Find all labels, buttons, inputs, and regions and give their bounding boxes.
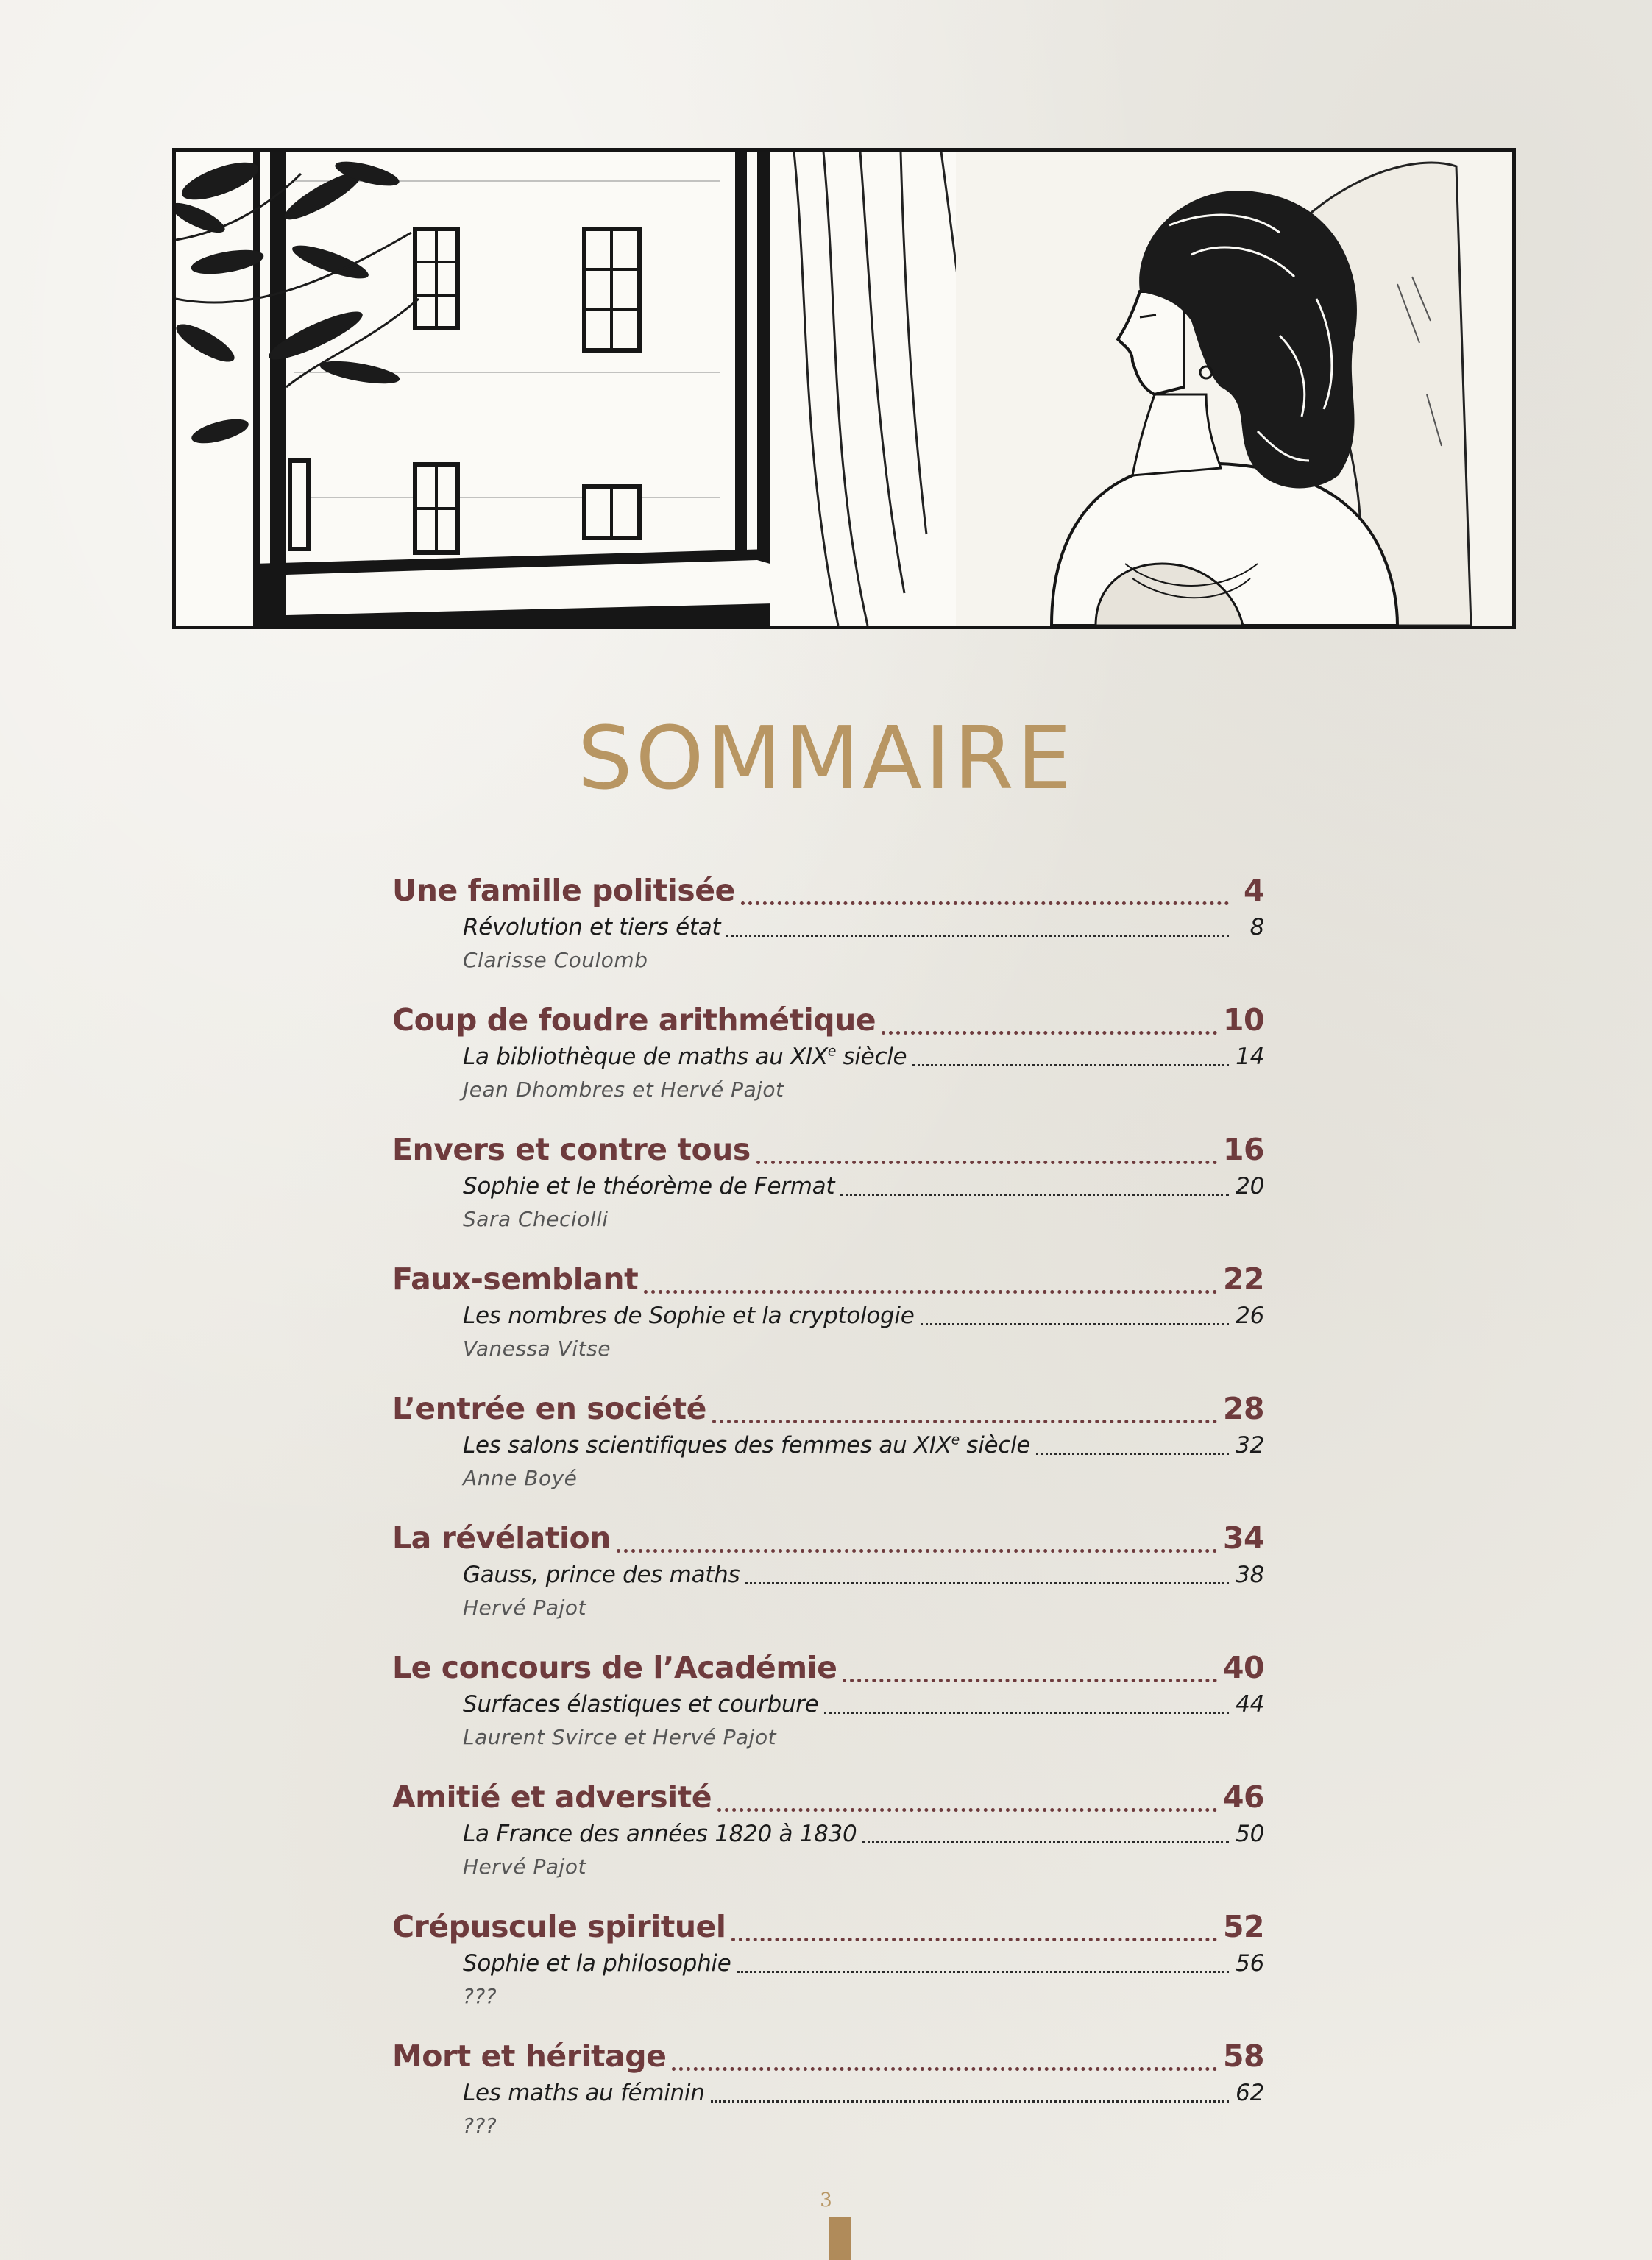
dot-leader xyxy=(862,1821,1229,1850)
article-title: Révolution et tiers état xyxy=(463,914,721,941)
chapter-title: Mort et héritage xyxy=(392,2038,667,2074)
article-row[interactable] xyxy=(463,1432,1264,1462)
article-title: Sophie et le théorème de Fermat xyxy=(463,1173,835,1200)
dot-leader xyxy=(843,1650,1217,1691)
article-author: Sara Checiolli xyxy=(463,1207,609,1231)
article-row[interactable] xyxy=(463,1303,1264,1332)
toc-entry xyxy=(392,1650,1264,1779)
table-of-contents xyxy=(392,873,1264,2168)
article-author: Hervé Pajot xyxy=(463,1855,586,1879)
dot-leader xyxy=(1036,1432,1229,1462)
article-page-number: 20 xyxy=(1236,1173,1264,1200)
chapter-title: Coup de foudre arithmétique xyxy=(392,1002,876,1038)
article-author: Hervé Pajot xyxy=(463,1595,586,1620)
chapter-row[interactable] xyxy=(392,1779,1264,1821)
toc-entry xyxy=(392,1132,1264,1261)
dot-leader xyxy=(672,2038,1217,2080)
dot-leader xyxy=(717,1779,1217,1821)
article-title: Les nombres de Sophie et la cryptologie xyxy=(463,1303,915,1329)
article-page-number: 56 xyxy=(1236,1950,1264,1977)
article-page-number: 8 xyxy=(1249,914,1264,941)
page-number: 3 xyxy=(820,2189,832,2211)
chapter-page-number: 4 xyxy=(1243,873,1264,908)
article-title: Sophie et la philosophie xyxy=(463,1950,731,1977)
article-row[interactable] xyxy=(463,1821,1264,1850)
article-title: Les maths au féminin xyxy=(463,2080,705,2106)
toc-entry xyxy=(392,1520,1264,1650)
article-row[interactable] xyxy=(463,2080,1264,2109)
dot-leader xyxy=(644,1261,1217,1303)
chapter-title: Le concours de l’Académie xyxy=(392,1650,837,1685)
article-row[interactable] xyxy=(463,914,1264,943)
chapter-row[interactable] xyxy=(392,873,1264,914)
chapter-row[interactable] xyxy=(392,1520,1264,1562)
article-author: Clarisse Coulomb xyxy=(463,948,648,972)
toc-entry xyxy=(392,1909,1264,2038)
dot-leader xyxy=(737,1950,1230,1980)
chapter-page-number: 52 xyxy=(1222,1909,1264,1944)
article-title: Surfaces élastiques et courbure xyxy=(463,1691,819,1718)
article-row[interactable] xyxy=(463,1562,1264,1591)
article-author: Anne Boyé xyxy=(463,1466,578,1490)
chapter-page-number: 46 xyxy=(1222,1779,1264,1815)
chapter-page-number: 10 xyxy=(1222,1002,1264,1038)
toc-entry xyxy=(392,1261,1264,1391)
dot-leader xyxy=(824,1691,1229,1721)
chapter-title: Envers et contre tous xyxy=(392,1132,751,1167)
chapter-row[interactable] xyxy=(392,2038,1264,2080)
article-page-number: 14 xyxy=(1236,1044,1264,1070)
chapter-page-number: 40 xyxy=(1222,1650,1264,1685)
chapter-title: L’entrée en société xyxy=(392,1391,706,1426)
chapter-page-number: 34 xyxy=(1222,1520,1264,1556)
chapter-page-number: 22 xyxy=(1222,1261,1264,1297)
dot-leader xyxy=(756,1132,1217,1173)
article-page-number: 50 xyxy=(1236,1821,1264,1847)
article-author: Jean Dhombres et Hervé Pajot xyxy=(463,1077,784,1102)
article-row[interactable] xyxy=(463,1691,1264,1721)
dot-leader xyxy=(726,914,1229,943)
article-title: La bibliothèque de maths au XIXe siècle xyxy=(463,1044,907,1070)
article-row[interactable] xyxy=(463,1950,1264,1980)
article-page-number: 38 xyxy=(1236,1562,1264,1588)
chapter-row[interactable] xyxy=(392,1391,1264,1432)
chapter-row[interactable] xyxy=(392,1132,1264,1173)
chapter-title: Crépuscule spirituel xyxy=(392,1909,726,1944)
chapter-row[interactable] xyxy=(392,1002,1264,1044)
dot-leader xyxy=(712,1391,1217,1432)
woman-at-window-illustration xyxy=(176,152,1512,626)
article-page-number: 26 xyxy=(1236,1303,1264,1329)
article-author: ??? xyxy=(463,2114,497,2138)
chapter-row[interactable] xyxy=(392,1650,1264,1691)
dot-leader xyxy=(921,1303,1230,1332)
dot-leader xyxy=(711,2080,1229,2109)
article-title: Gauss, prince des maths xyxy=(463,1562,740,1588)
toc-entry xyxy=(392,2038,1264,2168)
toc-entry xyxy=(392,1391,1264,1520)
toc-entry xyxy=(392,1779,1264,1909)
article-page-number: 32 xyxy=(1236,1432,1264,1459)
chapter-page-number: 28 xyxy=(1222,1391,1264,1426)
toc-entry xyxy=(392,1002,1264,1132)
article-page-number: 62 xyxy=(1236,2080,1264,2106)
chapter-row[interactable] xyxy=(392,1909,1264,1950)
article-title: Les salons scientifiques des femmes au XIXe siècle xyxy=(463,1432,1031,1459)
dot-leader xyxy=(745,1562,1229,1591)
toc-entry xyxy=(392,873,1264,1002)
dot-leader xyxy=(741,873,1229,914)
illustration-panel xyxy=(172,148,1516,629)
article-author: ??? xyxy=(463,1984,497,2008)
chapter-page-number: 16 xyxy=(1222,1132,1264,1167)
article-row[interactable] xyxy=(463,1173,1264,1202)
article-author: Laurent Svirce et Hervé Pajot xyxy=(463,1725,777,1749)
article-row[interactable] xyxy=(463,1044,1264,1073)
chapter-row[interactable] xyxy=(392,1261,1264,1303)
chapter-title: Amitié et adversité xyxy=(392,1779,712,1815)
chapter-title: La révélation xyxy=(392,1520,611,1556)
chapter-page-number: 58 xyxy=(1222,2038,1264,2074)
dot-leader xyxy=(840,1173,1229,1202)
chapter-title: Faux-semblant xyxy=(392,1261,639,1297)
article-author: Vanessa Vitse xyxy=(463,1336,611,1361)
dot-leader xyxy=(617,1520,1217,1562)
chapter-title: Une famille politisée xyxy=(392,873,735,908)
dot-leader xyxy=(882,1002,1217,1044)
dot-leader xyxy=(731,1909,1217,1950)
article-page-number: 44 xyxy=(1236,1691,1264,1718)
dot-leader xyxy=(912,1044,1229,1073)
page-title: SOMMAIRE xyxy=(577,707,1075,809)
folio-marker xyxy=(829,2217,851,2260)
article-title: La France des années 1820 à 1830 xyxy=(463,1821,857,1847)
